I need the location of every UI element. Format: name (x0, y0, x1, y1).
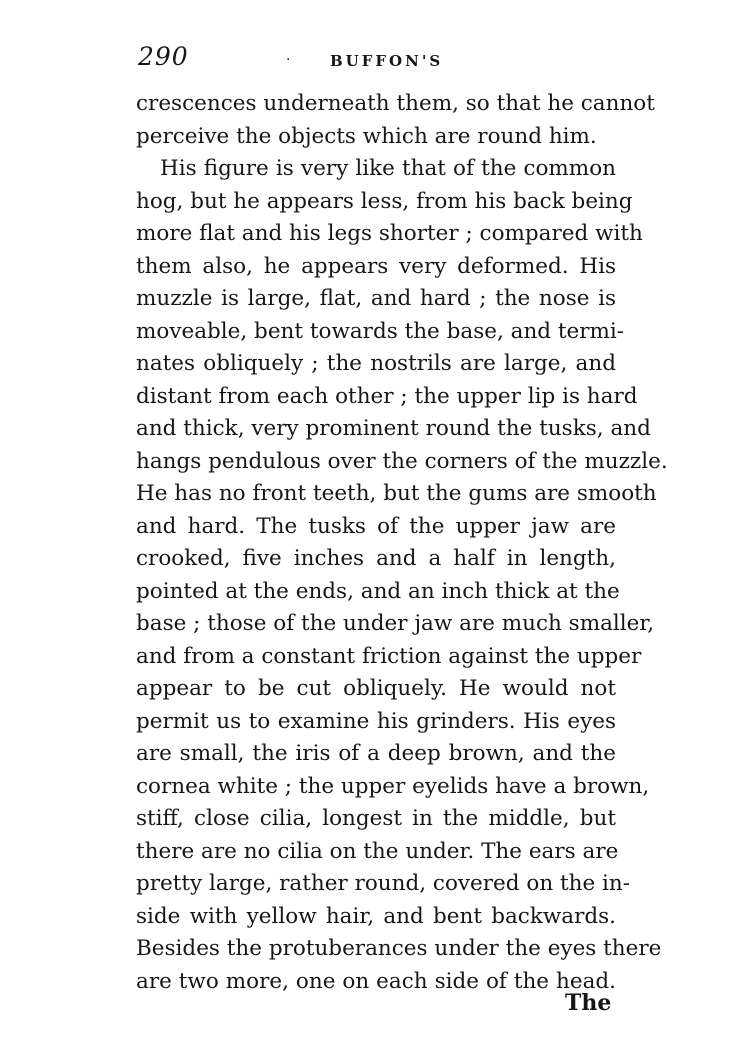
text-line: and from a constant friction against the upper (136, 643, 642, 669)
text-line: more flat and his legs shorter ; compared with (136, 221, 643, 246)
text-line: distant from each other ; the upper lip is hard (136, 383, 638, 409)
running-head: BUFFON'S (330, 52, 444, 70)
text-line: crooked, five inches and a half in length, (136, 546, 616, 571)
text-line: and hard. The tusks of the upper jaw are (136, 513, 616, 539)
text-line: stiff, close cilia, longest in the middle, but (136, 806, 616, 831)
text-line: crescences underneath them, so that he cannot (136, 91, 655, 116)
text-line: hangs pendulous over the corners of the muzzle. (136, 448, 668, 474)
text-line: pretty large, rather round, covered on the in- (136, 871, 631, 896)
text-line: moveable, bent towards the base, and termi- (136, 318, 625, 344)
text-line: hog, but he appears less, from his back being (136, 188, 633, 214)
text-line: Besides the protuberances under the eyes there (136, 936, 662, 961)
text-line: are small, the iris of a deep brown, and the (136, 741, 616, 766)
text-line: base ; those of the under jaw are much smaller, (136, 611, 655, 636)
text-line: there are no cilia on the under. The ears are (136, 838, 619, 864)
text-line: them also, he appears very deformed. His (136, 253, 616, 279)
text-line: side with yellow hair, and bent backwards. (136, 903, 616, 929)
text-line: He has no front teeth, but the gums are smooth (136, 481, 657, 506)
text-line: perceive the objects which are round him. (136, 123, 597, 149)
page-number: 290 (138, 42, 189, 71)
text-line: and thick, very prominent round the tusks, and (136, 416, 651, 441)
text-line: cornea white ; the upper eyelids have a brown, (136, 773, 650, 799)
text-line: pointed at the ends, and an inch thick at the (136, 578, 620, 604)
header-dot: · (286, 52, 291, 68)
text-line: His figure is very like that of the common (160, 156, 616, 181)
text-line: appear to be cut obliquely. He would not (136, 676, 616, 701)
text-line: nates obliquely ; the nostrils are large, and (136, 351, 616, 376)
text-line: are two more, one on each side of the head. (136, 968, 616, 994)
catchword: The (565, 990, 612, 1016)
text-line: muzzle is large, flat, and hard ; the nose is (136, 286, 616, 311)
body-text (136, 88, 668, 998)
text-line: permit us to examine his grinders. His eyes (136, 708, 616, 734)
